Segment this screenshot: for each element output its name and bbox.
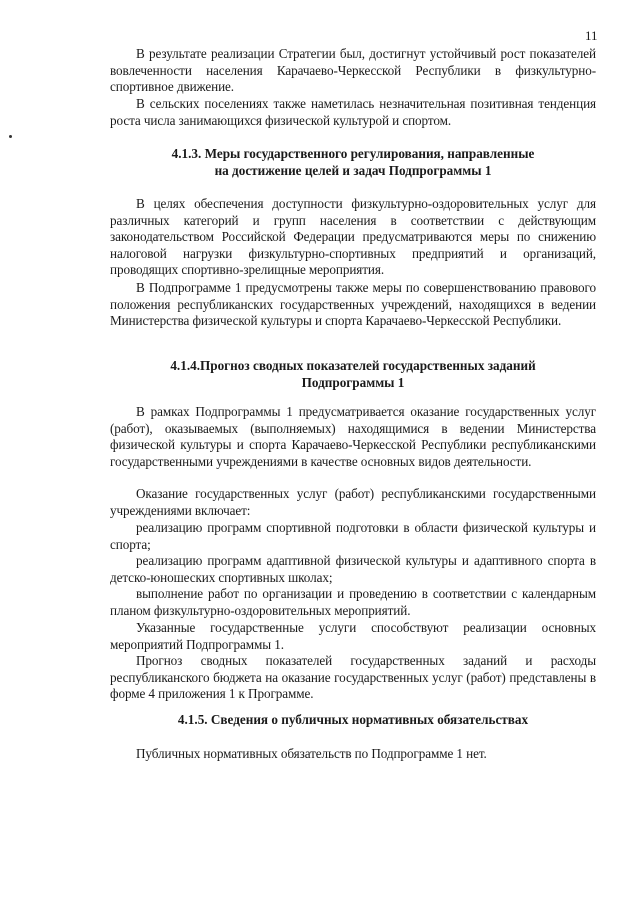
paragraph-forecast-form: Прогноз сводных показателей государственных заданий и расходы республиканского бюджета на оказание государственных услуг (работ) представлены в форме 4 приложения 1 к Программе. bbox=[110, 653, 596, 701]
scan-dot bbox=[9, 135, 12, 138]
paragraph-state-services: В рамках Подпрограммы 1 предусматривается оказание государственных услуг (работ), оказываемых (выполняемых) находящимися в ведении Министерства физической культуры и спорта Карачаево-Черкесской Республики республиканскими государственными учреждениями в качестве основных видов деятельности. bbox=[110, 404, 596, 469]
list-item-events: выполнение работ по организации и проведению в соответствии с календарным планом физкультурно-оздоровительных мероприятий. bbox=[110, 586, 596, 618]
list-item-sports-training: реализацию программ спортивной подготовки в области физической культуры и спорта; bbox=[110, 520, 596, 552]
paragraph-accessibility-measures: В целях обеспечения доступности физкультурно-оздоровительных услуг для различных категорий и групп населения в соответствии с действующим законодательством Российской Федерации предусматриваются меры по снижению налоговой нагрузки физкультурно-спортивных предприятий и организаций, проводящих спортивно-зрелищные мероприятия. bbox=[110, 196, 596, 277]
document-page bbox=[110, 0, 596, 905]
heading-4-1-4-line2: Подпрограммы 1 bbox=[301, 374, 405, 390]
page-number: 11 bbox=[585, 28, 598, 43]
section-heading-4-1-5: 4.1.5. Сведения о публичных нормативных обязательствах bbox=[177, 712, 529, 727]
heading-4-1-4-line1: 4.1.4.Прогноз сводных показателей государственных заданий bbox=[170, 358, 536, 373]
paragraph-rural-trend: В сельских поселениях также наметилась незначительная позитивная тенденция роста числа занимающихся физической культурой и спортом. bbox=[110, 96, 596, 128]
heading-4-1-3-line1: 4.1.3. Меры государственного регулирования, направленные bbox=[171, 146, 535, 161]
heading-4-1-3-line2: на достижение целей и задач Подпрограммы 1 bbox=[214, 162, 492, 178]
section-heading-4-1-3 bbox=[110, 146, 596, 179]
paragraph-legal-status-measures: В Подпрограмме 1 предусмотрены также меры по совершенствованию правового положения республиканских государственных учреждений, находящихся в ведении Министерства физической культуры и спорта Карачаево-Черкесской Республики. bbox=[110, 280, 596, 328]
section-heading-4-1-4 bbox=[110, 358, 596, 391]
paragraph-no-obligations: Публичных нормативных обязательств по Подпрограмме 1 нет. bbox=[136, 746, 487, 761]
paragraph-strategy-result: В результате реализации Стратегии был, достигнут устойчивый рост показателей вовлеченности населения Карачаево-Черкесской Республики в физкультурно-спортивное движение. bbox=[110, 46, 596, 94]
paragraph-services-contribute: Указанные государственные услуги способствуют реализации основных мероприятий Подпрограммы 1. bbox=[110, 620, 596, 652]
list-item-adaptive-sport: реализацию программ адаптивной физической культуры и адаптивного спорта в детско-юношеских спортивных школах; bbox=[110, 553, 596, 585]
paragraph-services-include: Оказание государственных услуг (работ) республиканскими государственными учреждениями включает: bbox=[110, 486, 596, 518]
